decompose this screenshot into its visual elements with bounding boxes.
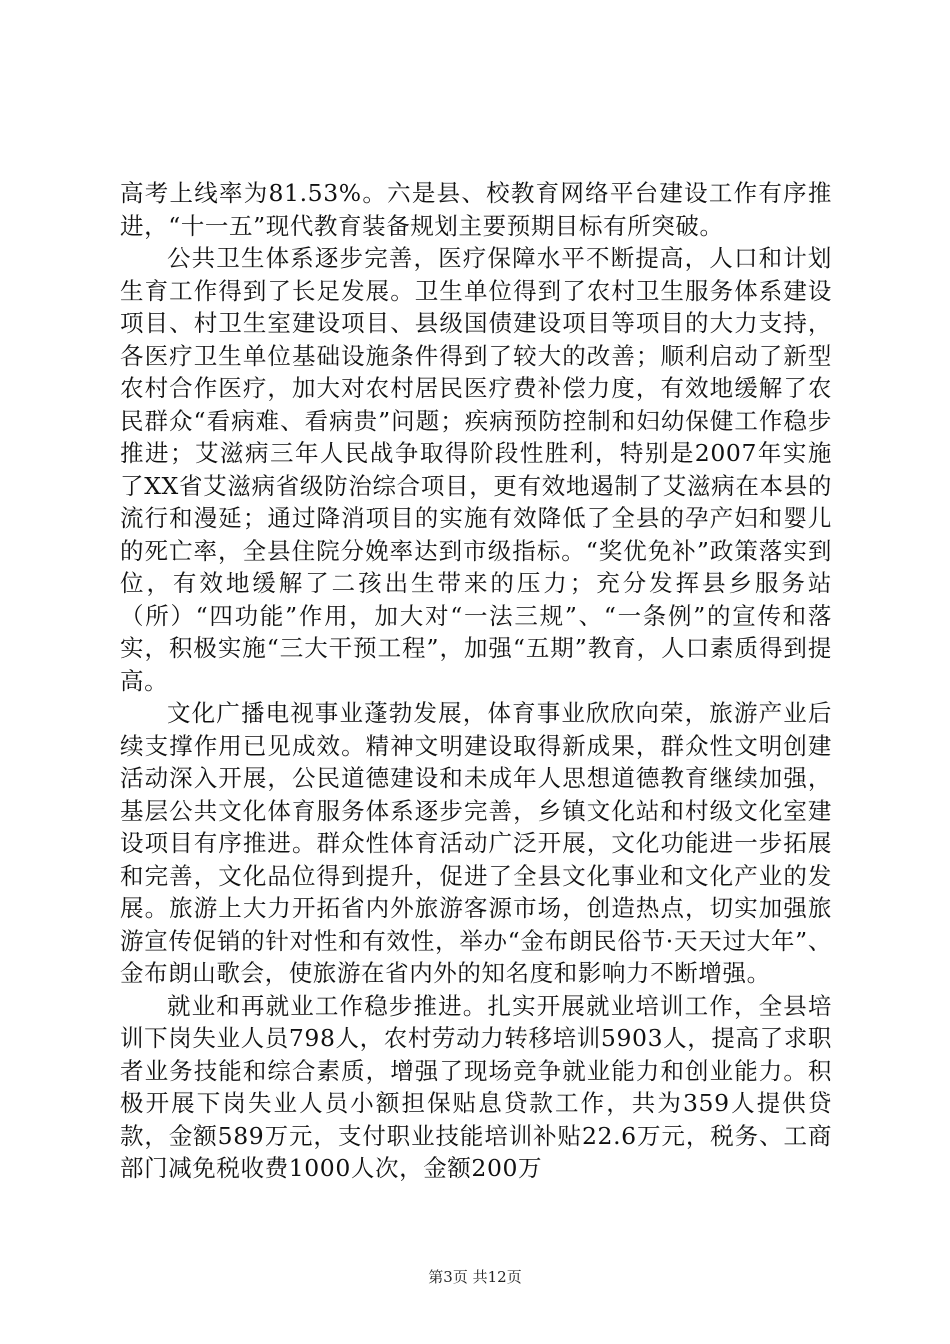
paragraph-education-continuation: 高考上线率为81.53%。六是县、校教育网络平台建设工作有序推进，“十一五”现代教育装备规划主要预期目标有所突破。	[120, 179, 832, 240]
paragraph-employment: 就业和再就业工作稳步推进。扎实开展就业培训工作，全县培训下岗失业人员798人，农村劳动力转移培训5903人，提高了求职者业务技能和综合素质，增强了现场竞争就业能力和创业能力。积极开展下岗失业人员小额担保贴息贷款工作，共为359人提供贷款，金额589万元，支付职业技能培训补贴22.6万元，税务、工商部门减免税收费1000人次，金额200万	[120, 991, 832, 1182]
paragraph-public-health: 公共卫生体系逐步完善，医疗保障水平不断提高，人口和计划生育工作得到了长足发展。卫生单位得到了农村卫生服务体系建设项目、村卫生室建设项目、县级国债建设项目等项目的大力支持，各医疗卫生单位基础设施条件得到了较大的改善；顺利启动了新型农村合作医疗，加大对农村居民医疗费补偿力度，有效地缓解了农民群众“看病难、看病贵”问题；疾病预防控制和妇幼保健工作稳步推进；艾滋病三年人民战争取得阶段性胜利，特别是2007年实施了XX省艾滋病省级防治综合项目，更有效地遏制了艾滋病在本县的流行和漫延；通过降消项目的实施有效降低了全县的孕产妇和婴儿的死亡率，全县住院分娩率达到市级指标。“奖优免补”政策落实到位，有效地缓解了二孩出生带来的压力；充分发挥县乡服务站（所）“四功能”作用，加大对“一法三规”、“一条例”的宣传和落实，积极实施“三大干预工程”，加强“五期”教育，人口素质得到提高。	[120, 244, 832, 695]
paragraph-culture-tourism: 文化广播电视事业蓬勃发展，体育事业欣欣向荣，旅游产业后续支撑作用已见成效。精神文明建设取得新成果，群众性文明创建活动深入开展，公民道德建设和未成年人思想道德教育继续加强，基层公共文化体育服务体系逐步完善，乡镇文化站和村级文化室建设项目有序推进。群众性体育活动广泛开展，文化功能进一步拓展和完善，文化品位得到提升，促进了全县文化事业和文化产业的发展。旅游上大力开拓省内外旅游客源市场，创造热点，切实加强旅游宣传促销的针对性和有效性，举办“金布朗民俗节·天天过大年”、金布朗山歌会，使旅游在省内外的知名度和影响力不断增强。	[120, 699, 832, 987]
document-body	[120, 177, 832, 1185]
page-number-footer: 第3页 共12页	[428, 1268, 522, 1286]
